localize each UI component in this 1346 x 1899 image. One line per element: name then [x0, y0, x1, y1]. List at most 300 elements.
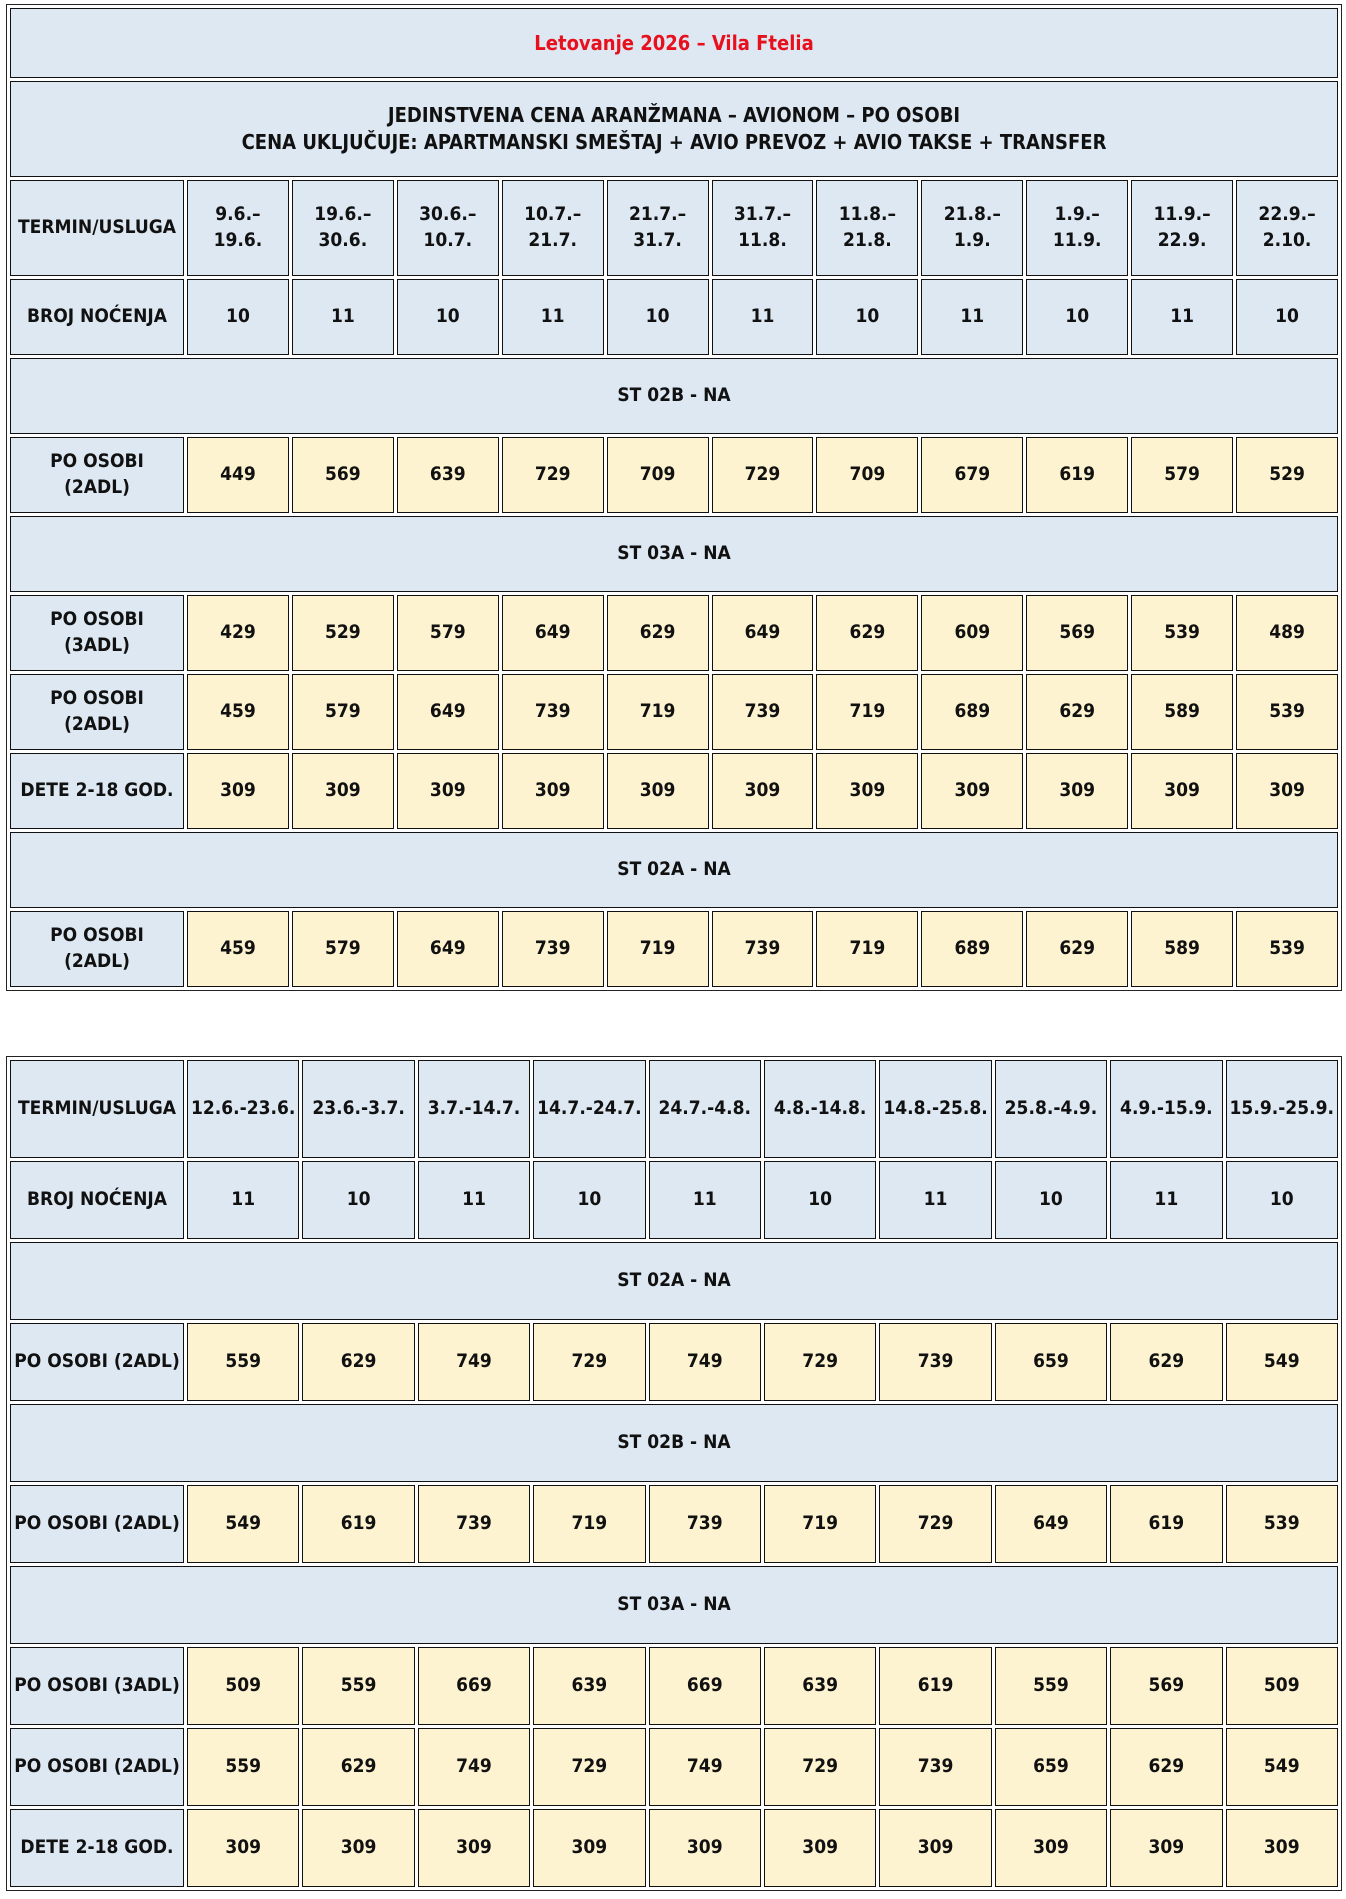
price-cell-text: 559 — [225, 1350, 262, 1373]
price-cell — [712, 911, 814, 987]
row-label-text: PO OSOBI — [50, 687, 144, 710]
term-cell — [187, 180, 289, 276]
price-cell-text: 539 — [1263, 1512, 1300, 1535]
price-cell-text: 309 — [744, 779, 781, 802]
term-cell-text: 4.9.-15.9. — [1120, 1097, 1213, 1120]
price-cell — [502, 437, 604, 513]
price-cell-text: 749 — [686, 1350, 723, 1373]
price-cell-text: 729 — [802, 1755, 838, 1778]
row-label-text: (2ADL) — [64, 950, 130, 972]
price-cell-text: 669 — [456, 1674, 492, 1697]
term-cell — [607, 180, 709, 276]
row-label-text: (2ADL) — [64, 713, 130, 735]
price-cell-text: 309 — [534, 779, 571, 802]
price-cell — [502, 595, 604, 671]
price-cell — [879, 1323, 991, 1401]
price-cell — [533, 1809, 645, 1887]
price-cell — [995, 1323, 1107, 1401]
nights-cell-text: 11 — [960, 305, 985, 328]
price-cell — [816, 595, 918, 671]
price-cell-text: 609 — [954, 621, 991, 644]
term-cell — [533, 1060, 645, 1158]
section-header — [10, 1566, 1338, 1644]
price-cell-text: 489 — [1269, 621, 1305, 644]
row-label-text: PO OSOBI — [50, 450, 144, 473]
term-cell-text: 30.6. — [318, 229, 368, 251]
price-cell-text: 629 — [1148, 1755, 1185, 1778]
price-cell — [1026, 595, 1128, 671]
page-title — [10, 8, 1338, 78]
subtitle-text: CENA UKLJUČUJE: APARTMANSKI SMEŠTAJ + AVIO PREVOZ + AVIO TAKSE + TRANSFER — [241, 130, 1107, 154]
section-header-text: ST 02B - NA — [617, 1431, 731, 1454]
price-cell-text: 719 — [802, 1512, 838, 1535]
price-cell — [921, 595, 1023, 671]
price-cell — [1026, 437, 1128, 513]
nights-cell-text: 11 — [540, 305, 565, 328]
price-cell-text: 649 — [429, 937, 466, 960]
table-row — [10, 1323, 1338, 1401]
term-cell-text: 1.9.– — [1054, 203, 1100, 226]
term-cell-text: 14.7.-24.7. — [537, 1097, 642, 1120]
price-cell — [533, 1728, 645, 1806]
price-cell — [764, 1647, 876, 1725]
nights-cell — [397, 279, 499, 355]
term-cell-text: 21.7. — [528, 229, 577, 251]
nights-cell — [302, 1161, 414, 1239]
price-cell-text: 309 — [1033, 1836, 1069, 1859]
price-cell-text: 309 — [340, 1836, 377, 1859]
price-cell-text: 569 — [1059, 621, 1096, 644]
nights-cell — [764, 1161, 876, 1239]
section-header-text: ST 02A - NA — [617, 1269, 731, 1292]
subtitle — [10, 81, 1338, 177]
term-cell-text: 10.7.– — [524, 203, 582, 226]
term-cell-text: 22.9. — [1157, 229, 1207, 251]
price-cell-text: 659 — [1033, 1755, 1069, 1778]
term-cell — [1026, 180, 1128, 276]
term-cell-text: 21.7.– — [628, 203, 687, 226]
price-cell-text: 689 — [954, 937, 991, 960]
price-cell — [187, 1647, 299, 1725]
nights-cell-text: 11 — [330, 305, 355, 328]
nights-cell-text: 10 — [645, 305, 670, 328]
table-row — [10, 1647, 1338, 1725]
nights-cell-text: 10 — [577, 1188, 602, 1211]
price-cell-text: 729 — [571, 1755, 608, 1778]
price-cell-text: 739 — [917, 1350, 954, 1373]
section-header — [10, 516, 1338, 592]
nights-cell-text: 11 — [750, 305, 775, 328]
price-cell — [816, 674, 918, 750]
price-cell — [187, 753, 289, 829]
price-cell-text: 549 — [1263, 1755, 1300, 1778]
row-label-text: PO OSOBI — [50, 924, 144, 947]
price-cell-text: 619 — [917, 1674, 954, 1697]
nights-cell-text: 10 — [1269, 1188, 1294, 1211]
row-label — [10, 911, 184, 987]
term-cell — [712, 180, 814, 276]
nights-cell — [292, 279, 394, 355]
row-label — [10, 595, 184, 671]
price-cell-text: 629 — [639, 621, 676, 644]
term-cell — [187, 1060, 299, 1158]
term-header-label — [10, 180, 184, 276]
term-cell-text: 14.8.-25.8. — [883, 1097, 988, 1120]
price-cell-text: 309 — [1269, 779, 1305, 802]
nights-cell — [879, 1161, 991, 1239]
price-cell-text: 309 — [325, 779, 361, 802]
term-cell — [292, 180, 394, 276]
price-table-2 — [6, 1056, 1342, 1891]
price-cell — [1226, 1323, 1338, 1401]
term-cell — [816, 180, 918, 276]
price-cell-text: 709 — [639, 463, 676, 486]
term-cell-text: 9.6.– — [215, 203, 261, 226]
price-cell-text: 589 — [1164, 937, 1200, 960]
price-cell-text: 749 — [686, 1755, 723, 1778]
row-label — [10, 1323, 184, 1401]
table-row — [10, 595, 1338, 671]
price-cell-text: 509 — [225, 1674, 262, 1697]
term-cell — [1110, 1060, 1222, 1158]
price-cell — [879, 1485, 991, 1563]
price-cell-text: 569 — [325, 463, 361, 486]
price-cell-text: 729 — [571, 1350, 608, 1373]
price-cell — [187, 437, 289, 513]
subtitle-text: JEDINSTVENA CENA ARANŽMANA – AVIONOM – PO OSOBI — [387, 103, 961, 127]
nights-cell — [995, 1161, 1107, 1239]
table-row — [10, 1728, 1338, 1806]
term-cell-text: 11.8. — [738, 229, 787, 251]
price-cell — [1236, 437, 1338, 513]
price-cell-text: 309 — [802, 1836, 838, 1859]
term-cell-text: 22.9.– — [1258, 203, 1316, 226]
price-cell — [502, 753, 604, 829]
price-cell-text: 309 — [954, 779, 991, 802]
nights-cell — [1226, 1161, 1338, 1239]
row-label-text: PO OSOBI (3ADL) — [14, 1674, 180, 1697]
term-cell-text: 3.7.-14.7. — [427, 1097, 521, 1120]
nights-cell-text: 10 — [1275, 305, 1299, 328]
price-cell — [418, 1647, 530, 1725]
price-cell — [302, 1323, 414, 1401]
price-cell-text: 629 — [849, 621, 886, 644]
term-cell-text: 11.8.– — [838, 203, 896, 226]
section-header-text: ST 03A - NA — [617, 1593, 731, 1616]
nights-cell — [816, 279, 918, 355]
price-cell — [712, 753, 814, 829]
price-cell — [418, 1809, 530, 1887]
price-cell — [302, 1728, 414, 1806]
term-cell-text: 21.8.– — [943, 203, 1001, 226]
nights-cell-text: 10 — [346, 1188, 371, 1211]
section-header-text: ST 03A - NA — [617, 542, 731, 565]
price-cell — [187, 911, 289, 987]
price-cell-text: 649 — [429, 700, 466, 723]
row-label-text: (2ADL) — [64, 476, 130, 498]
price-cell — [302, 1647, 414, 1725]
price-cell-text: 719 — [639, 700, 676, 723]
section-header-text: ST 02A - NA — [617, 858, 731, 881]
price-cell — [397, 753, 499, 829]
price-cell — [1226, 1809, 1338, 1887]
price-cell — [1236, 753, 1338, 829]
price-cell-text: 629 — [1059, 937, 1096, 960]
price-cell-text: 529 — [1269, 463, 1305, 486]
price-cell — [1026, 911, 1128, 987]
price-cell — [921, 911, 1023, 987]
price-cell-text: 309 — [225, 1836, 262, 1859]
term-cell-text: 25.8.-4.9. — [1004, 1097, 1098, 1120]
row-label — [10, 753, 184, 829]
price-cell-text: 559 — [340, 1674, 377, 1697]
price-cell-text: 529 — [325, 621, 361, 644]
nights-cell — [418, 1161, 530, 1239]
price-cell — [302, 1809, 414, 1887]
price-cell-text: 729 — [802, 1350, 838, 1373]
price-cell — [292, 753, 394, 829]
price-cell-text: 579 — [325, 700, 361, 723]
nights-cell — [1236, 279, 1338, 355]
price-cell-text: 309 — [1148, 1836, 1185, 1859]
row-label-text: DETE 2-18 GOD. — [20, 1836, 174, 1859]
price-cell — [533, 1323, 645, 1401]
price-cell-text: 539 — [1269, 700, 1305, 723]
nights-cell — [649, 1161, 761, 1239]
price-cell — [1110, 1485, 1222, 1563]
price-cell-text: 639 — [802, 1674, 838, 1697]
price-cell — [879, 1647, 991, 1725]
price-cell-text: 739 — [744, 937, 781, 960]
price-cell-text: 569 — [1148, 1674, 1185, 1697]
price-cell — [607, 595, 709, 671]
price-cell — [533, 1485, 645, 1563]
price-cell — [292, 437, 394, 513]
price-table-1 — [6, 4, 1342, 991]
price-cell — [1110, 1728, 1222, 1806]
price-cell — [764, 1809, 876, 1887]
page-title-text: Letovanje 2026 – Vila Ftelia — [534, 30, 814, 55]
term-cell — [764, 1060, 876, 1158]
price-cell-text: 309 — [849, 779, 886, 802]
nights-cell-text: 10 — [1039, 1188, 1063, 1211]
row-label — [10, 674, 184, 750]
price-cell-text: 719 — [639, 937, 676, 960]
price-cell-text: 729 — [917, 1512, 954, 1535]
price-cell-text: 309 — [220, 779, 256, 802]
price-cell-text: 629 — [1059, 700, 1096, 723]
term-cell-text: 15.9.-25.9. — [1229, 1097, 1334, 1120]
price-cell-text: 739 — [917, 1755, 954, 1778]
price-cell — [995, 1647, 1107, 1725]
term-cell — [921, 180, 1023, 276]
table-row — [10, 674, 1338, 750]
price-cell — [879, 1728, 991, 1806]
price-cell-text: 309 — [429, 779, 466, 802]
row-label-text: PO OSOBI (2ADL) — [14, 1755, 180, 1778]
price-cell — [533, 1647, 645, 1725]
nights-cell-text: 11 — [1154, 1188, 1179, 1211]
nights-cell-text: 10 — [226, 305, 250, 328]
term-cell — [1236, 180, 1338, 276]
price-cell-text: 449 — [220, 463, 256, 486]
price-cell — [816, 911, 918, 987]
nights-cell — [187, 279, 289, 355]
price-cell-text: 719 — [849, 937, 886, 960]
price-cell-text: 559 — [225, 1755, 262, 1778]
price-cell — [649, 1485, 761, 1563]
price-cell — [292, 595, 394, 671]
price-cell — [607, 437, 709, 513]
table-row — [10, 1485, 1338, 1563]
price-cell — [764, 1485, 876, 1563]
section-header — [10, 1242, 1338, 1320]
term-header-label-text: TERMIN/USLUGA — [18, 216, 176, 239]
table-row — [10, 437, 1338, 513]
price-cell — [816, 437, 918, 513]
nights-cell-text: 11 — [231, 1188, 256, 1211]
price-cell — [502, 911, 604, 987]
price-cell — [995, 1809, 1107, 1887]
price-cell-text: 589 — [1164, 700, 1200, 723]
nights-label — [10, 1161, 184, 1239]
table-row — [10, 753, 1338, 829]
price-cell-text: 559 — [1033, 1674, 1069, 1697]
price-cell — [502, 674, 604, 750]
price-cell-text: 619 — [1059, 463, 1096, 486]
price-cell — [1131, 674, 1233, 750]
price-cell-text: 649 — [1033, 1512, 1069, 1535]
price-cell-text: 739 — [534, 700, 571, 723]
price-cell-text: 689 — [954, 700, 991, 723]
term-cell-text: 21.8. — [843, 229, 892, 251]
price-cell — [1026, 674, 1128, 750]
price-cell-text: 739 — [744, 700, 781, 723]
nights-cell-text: 10 — [435, 305, 460, 328]
term-header-label-text: TERMIN/USLUGA — [18, 1097, 176, 1120]
price-cell — [712, 674, 814, 750]
price-cell-text: 309 — [1059, 779, 1096, 802]
term-cell-text: 4.8.-14.8. — [773, 1097, 867, 1120]
price-cell-text: 309 — [571, 1836, 608, 1859]
price-cell-text: 579 — [1164, 463, 1200, 486]
term-cell-text: 2.10. — [1262, 229, 1312, 251]
price-cell — [1131, 753, 1233, 829]
term-cell-text: 10.7. — [423, 229, 473, 251]
price-cell-text: 679 — [954, 463, 991, 486]
row-label-text: PO OSOBI — [50, 608, 144, 631]
term-cell-text: 31.7.– — [733, 203, 792, 226]
price-cell-text: 729 — [744, 463, 781, 486]
price-cell — [1110, 1323, 1222, 1401]
price-cell — [397, 437, 499, 513]
price-cell — [187, 595, 289, 671]
nights-cell-text: 11 — [923, 1188, 948, 1211]
price-cell-text: 539 — [1269, 937, 1305, 960]
price-cell — [397, 911, 499, 987]
row-label-text: DETE 2-18 GOD. — [20, 779, 174, 802]
price-cell — [764, 1728, 876, 1806]
price-cell — [995, 1485, 1107, 1563]
price-cell — [879, 1809, 991, 1887]
term-cell-text: 30.6.– — [419, 203, 477, 226]
price-cell-text: 659 — [1033, 1350, 1069, 1373]
price-cell — [1131, 437, 1233, 513]
price-cell — [418, 1485, 530, 1563]
table-row — [10, 911, 1338, 987]
row-label — [10, 1809, 184, 1887]
price-cell — [921, 437, 1023, 513]
row-label — [10, 1485, 184, 1563]
nights-cell-text: 10 — [855, 305, 880, 328]
price-cell-text: 739 — [686, 1512, 723, 1535]
price-cell-text: 709 — [849, 463, 886, 486]
section-header — [10, 832, 1338, 908]
term-cell-text: 24.7.-4.8. — [658, 1097, 752, 1120]
price-cell-text: 309 — [1164, 779, 1200, 802]
price-cell-text: 549 — [1263, 1350, 1300, 1373]
price-cell-text: 579 — [325, 937, 361, 960]
term-cell-text: 19.6. — [213, 229, 263, 251]
price-cell — [1236, 911, 1338, 987]
price-cell-text: 649 — [744, 621, 781, 644]
price-cell-text: 459 — [220, 700, 256, 723]
price-cell-text: 309 — [639, 779, 676, 802]
term-cell — [995, 1060, 1107, 1158]
price-cell-text: 739 — [456, 1512, 492, 1535]
nights-label-text: BROJ NOĆENJA — [27, 305, 167, 328]
price-cell — [418, 1323, 530, 1401]
price-cell — [397, 674, 499, 750]
row-label-text: PO OSOBI (2ADL) — [14, 1512, 180, 1535]
table-row — [10, 1809, 1338, 1887]
price-cell — [764, 1323, 876, 1401]
term-cell — [1131, 180, 1233, 276]
price-cell — [1110, 1647, 1222, 1725]
price-cell-text: 309 — [686, 1836, 723, 1859]
price-cell-text: 649 — [534, 621, 571, 644]
price-cell-text: 629 — [340, 1350, 377, 1373]
price-cell — [921, 753, 1023, 829]
price-cell — [816, 753, 918, 829]
nights-cell — [533, 1161, 645, 1239]
price-cell-text: 719 — [571, 1512, 608, 1535]
term-cell — [1226, 1060, 1338, 1158]
price-cell — [712, 437, 814, 513]
price-cell — [607, 674, 709, 750]
nights-cell-text: 11 — [462, 1188, 486, 1211]
price-cell-text: 629 — [1148, 1350, 1185, 1373]
price-cell-text: 639 — [571, 1674, 608, 1697]
price-cell-text: 619 — [1148, 1512, 1185, 1535]
price-cell-text: 619 — [340, 1512, 377, 1535]
section-header-text: ST 02B - NA — [617, 384, 731, 407]
price-cell-text: 309 — [456, 1836, 492, 1859]
nights-cell-text: 10 — [808, 1188, 833, 1211]
price-cell — [607, 911, 709, 987]
nights-cell-text: 10 — [1065, 305, 1090, 328]
price-cell — [187, 1728, 299, 1806]
price-cell — [418, 1728, 530, 1806]
price-cell-text: 579 — [429, 621, 466, 644]
term-cell — [649, 1060, 761, 1158]
row-label-text: PO OSOBI (2ADL) — [14, 1350, 180, 1373]
term-cell-text: 1.9. — [953, 229, 991, 251]
price-cell-text: 739 — [534, 937, 571, 960]
row-label-text: (3ADL) — [64, 634, 130, 656]
section-header — [10, 1404, 1338, 1482]
price-cell-text: 429 — [220, 621, 256, 644]
